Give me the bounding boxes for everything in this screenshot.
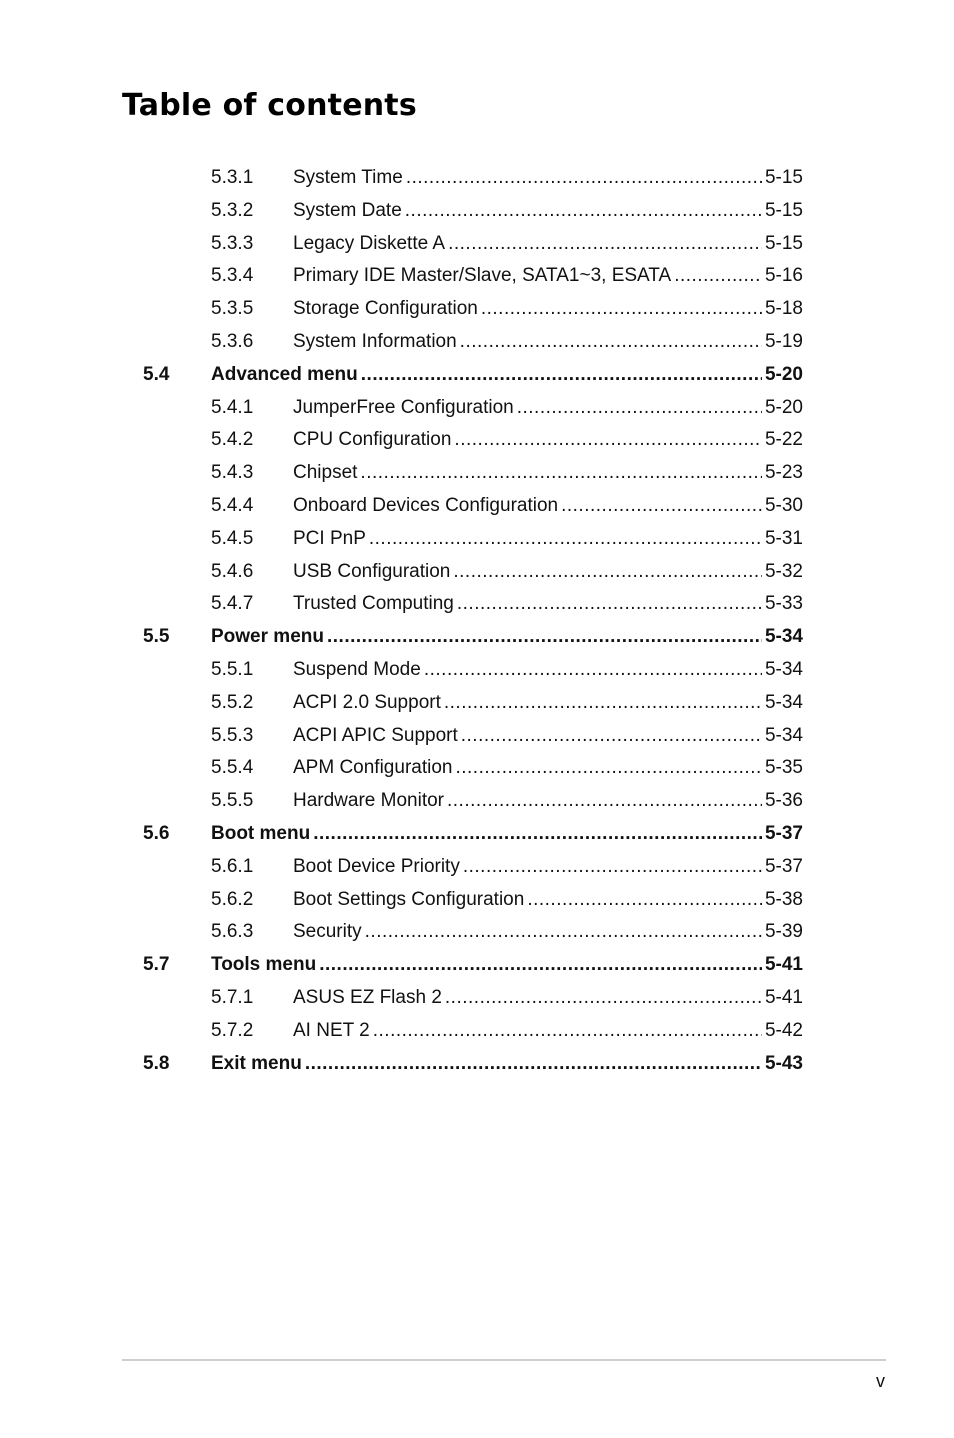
toc-entry-page: 5-41 xyxy=(764,954,803,976)
toc-subsection-entry[interactable] xyxy=(0,457,954,490)
toc-subsection-entry[interactable] xyxy=(0,687,954,720)
toc-subsection-entry[interactable] xyxy=(0,195,954,228)
toc-subsection-entry[interactable] xyxy=(0,326,954,359)
dot-leader xyxy=(313,818,762,851)
footer-divider xyxy=(122,1359,886,1361)
toc-subsection-entry[interactable] xyxy=(0,982,954,1015)
toc-entry-number: 5.6.3 xyxy=(211,921,254,943)
toc-entry-line xyxy=(211,1048,803,1081)
toc-entry-page: 5-42 xyxy=(764,1019,803,1041)
toc-entry-title: Suspend Mode xyxy=(293,658,421,680)
toc-entry-line xyxy=(293,556,803,589)
toc-entry-page: 5-15 xyxy=(764,232,803,254)
toc-entry-title: AI NET 2 xyxy=(293,1019,370,1041)
toc-subsection-entry[interactable] xyxy=(0,523,954,556)
toc-section-entry[interactable] xyxy=(0,949,954,982)
dot-leader xyxy=(424,654,762,687)
toc-entry-line xyxy=(211,621,803,654)
toc-entry-line xyxy=(293,293,803,326)
page-title: Table of contents xyxy=(122,88,417,123)
toc-entry-number: 5.7.2 xyxy=(211,1019,254,1041)
toc-entry-line xyxy=(211,818,803,851)
toc-entry-number: 5.3.1 xyxy=(211,167,254,188)
toc-entry-page: 5-34 xyxy=(764,626,803,648)
toc-entry-line xyxy=(293,457,803,490)
toc-entry-line xyxy=(293,392,803,425)
toc-subsection-entry[interactable] xyxy=(0,1015,954,1048)
toc-entry-number: 5.5.1 xyxy=(211,658,254,680)
toc-entry-title: System Date xyxy=(293,199,402,221)
toc-subsection-entry[interactable] xyxy=(0,162,954,195)
toc-entry-number: 5.8 xyxy=(143,1052,170,1074)
toc-subsection-entry[interactable] xyxy=(0,556,954,589)
toc-entry-page: 5-31 xyxy=(764,527,803,549)
toc-subsection-entry[interactable] xyxy=(0,752,954,785)
dot-leader xyxy=(481,293,762,326)
toc-entry-page: 5-35 xyxy=(764,757,803,779)
toc-entry-number: 5.4.6 xyxy=(211,560,254,582)
toc-subsection-entry[interactable] xyxy=(0,884,954,917)
toc-entry-number: 5.6.1 xyxy=(211,855,254,877)
toc-subsection-entry[interactable] xyxy=(0,916,954,949)
toc-section-entry[interactable] xyxy=(0,359,954,392)
toc-entry-title: Tools menu xyxy=(211,954,317,976)
toc-entry-line xyxy=(293,195,803,228)
toc-entry-number: 5.6 xyxy=(143,822,170,844)
toc-entry-number: 5.4.7 xyxy=(211,593,254,615)
toc-entry-page: 5-36 xyxy=(764,790,803,812)
toc-entry-number: 5.3.3 xyxy=(211,232,254,254)
toc-entry-page: 5-43 xyxy=(764,1052,803,1074)
toc-entry-number: 5.3.4 xyxy=(211,265,254,287)
toc-entry-line xyxy=(293,424,803,457)
toc-entry-line xyxy=(293,851,803,884)
toc-entry-line xyxy=(293,228,803,261)
toc-entry-title: Legacy Diskette A xyxy=(293,232,446,254)
toc-entry-page: 5-16 xyxy=(764,265,803,287)
toc-subsection-entry[interactable] xyxy=(0,424,954,457)
dot-leader xyxy=(561,490,762,523)
toc-entry-title: System Information xyxy=(293,330,457,352)
toc-entry-number: 5.5.3 xyxy=(211,724,254,746)
toc-entry-title: System Time xyxy=(293,167,403,188)
toc-entry-title: APM Configuration xyxy=(293,757,453,779)
toc-entry-title: Onboard Devices Configuration xyxy=(293,494,559,516)
dot-leader xyxy=(454,424,762,457)
dot-leader xyxy=(319,949,762,982)
dot-leader xyxy=(463,851,762,884)
toc-entry-line xyxy=(293,720,803,753)
toc-entry-line xyxy=(211,949,803,982)
toc-entry-line xyxy=(293,523,803,556)
toc-entry-number: 5.4.5 xyxy=(211,527,254,549)
toc-entry-number: 5.5.5 xyxy=(211,790,254,812)
toc-entry-page: 5-34 xyxy=(764,658,803,680)
toc-entry-number: 5.5.4 xyxy=(211,757,254,779)
toc-entry-page: 5-30 xyxy=(764,494,803,516)
toc-entry-number: 5.4.2 xyxy=(211,429,254,451)
toc-entry-page: 5-39 xyxy=(764,921,803,943)
toc-entry-line xyxy=(293,687,803,720)
dot-leader xyxy=(455,752,762,785)
toc-entry-title: Boot menu xyxy=(211,822,311,844)
toc-entry-page: 5-20 xyxy=(764,396,803,418)
toc-entry-title: Chipset xyxy=(293,462,358,484)
toc-entry-line xyxy=(293,982,803,1015)
toc-entry-line xyxy=(211,359,803,392)
toc-subsection-entry[interactable] xyxy=(0,260,954,293)
dot-leader xyxy=(360,457,762,490)
toc-entry-title: Boot Settings Configuration xyxy=(293,888,525,910)
dot-leader xyxy=(517,392,762,425)
dot-leader xyxy=(405,195,762,228)
toc-entry-page: 5-37 xyxy=(764,855,803,877)
dot-leader xyxy=(527,884,762,917)
dot-leader xyxy=(447,785,762,818)
toc-entry-line xyxy=(293,490,803,523)
dot-leader xyxy=(444,687,762,720)
dot-leader xyxy=(674,260,762,293)
toc-subsection-entry[interactable] xyxy=(0,228,954,261)
dot-leader xyxy=(445,982,762,1015)
toc-section-entry[interactable] xyxy=(0,1048,954,1081)
toc-entry-page: 5-15 xyxy=(764,167,803,188)
toc-subsection-entry[interactable] xyxy=(0,785,954,818)
toc-section-entry[interactable] xyxy=(0,818,954,851)
toc-entry-number: 5.3.5 xyxy=(211,298,254,320)
toc-entry-title: JumperFree Configuration xyxy=(293,396,514,418)
toc-entry-page: 5-41 xyxy=(764,986,803,1008)
toc-entry-number: 5.4 xyxy=(143,363,170,385)
toc-subsection-entry[interactable] xyxy=(0,851,954,884)
toc-entry-number: 5.5.2 xyxy=(211,691,254,713)
toc-entry-line xyxy=(293,752,803,785)
toc-entry-number: 5.4.3 xyxy=(211,462,254,484)
toc-entry-line xyxy=(293,654,803,687)
toc-entry-line xyxy=(293,916,803,949)
toc-entry-number: 5.5 xyxy=(143,626,170,648)
toc-subsection-entry[interactable] xyxy=(0,490,954,523)
dot-leader xyxy=(457,588,762,621)
dot-leader xyxy=(461,720,762,753)
toc-entry-line xyxy=(293,260,803,293)
toc-entry-number: 5.7.1 xyxy=(211,986,254,1008)
toc-entry-line xyxy=(293,785,803,818)
toc-entry-title: ASUS EZ Flash 2 xyxy=(293,986,442,1008)
toc-entry-page: 5-37 xyxy=(764,822,803,844)
toc-entry-line xyxy=(293,884,803,917)
toc-entry-number: 5.4.1 xyxy=(211,396,254,418)
toc-entry-title: Exit menu xyxy=(211,1052,302,1074)
dot-leader xyxy=(406,162,762,195)
toc-entry-line xyxy=(293,326,803,359)
toc-subsection-entry[interactable] xyxy=(0,654,954,687)
toc-entry-page: 5-15 xyxy=(764,199,803,221)
dot-leader xyxy=(448,228,762,261)
dot-leader xyxy=(327,621,762,654)
toc-entry-number: 5.6.2 xyxy=(211,888,254,910)
toc-subsection-entry[interactable] xyxy=(0,392,954,425)
toc-entry-line xyxy=(293,588,803,621)
toc-entry-page: 5-23 xyxy=(764,462,803,484)
toc-section-entry[interactable] xyxy=(0,621,954,654)
toc-entry-title: ACPI 2.0 Support xyxy=(293,691,441,713)
toc-entry-page: 5-22 xyxy=(764,429,803,451)
dot-leader xyxy=(305,1048,762,1081)
toc-entry-title: Advanced menu xyxy=(211,363,358,385)
toc-entry-number: 5.3.2 xyxy=(211,199,254,221)
toc-entry-title: USB Configuration xyxy=(293,560,451,582)
toc-entry-title: Power menu xyxy=(211,626,324,648)
toc-entry-page: 5-18 xyxy=(764,298,803,320)
dot-leader xyxy=(369,523,762,556)
footer-page-number: v xyxy=(876,1371,885,1391)
toc-entry-number: 5.4.4 xyxy=(211,494,254,516)
toc-entry-title: Storage Configuration xyxy=(293,298,478,320)
toc-entry-title: Hardware Monitor xyxy=(293,790,444,812)
toc-entry-title: CPU Configuration xyxy=(293,429,452,451)
dot-leader xyxy=(365,916,762,949)
toc-entry-page: 5-38 xyxy=(764,888,803,910)
toc-entry-number: 5.3.6 xyxy=(211,330,254,352)
toc-entry-title: Boot Device Priority xyxy=(293,855,460,877)
toc-entry-page: 5-20 xyxy=(764,363,803,385)
toc-subsection-entry[interactable] xyxy=(0,588,954,621)
toc-subsection-entry[interactable] xyxy=(0,720,954,753)
toc-entry-line xyxy=(293,1015,803,1048)
toc-entry-line xyxy=(293,162,803,195)
toc-entry-title: Primary IDE Master/Slave, SATA1~3, ESATA xyxy=(293,265,672,287)
toc-entry-title: Trusted Computing xyxy=(293,593,454,615)
toc-entry-page: 5-33 xyxy=(764,593,803,615)
toc-entry-title: ACPI APIC Support xyxy=(293,724,458,746)
toc-entry-title: Security xyxy=(293,921,362,943)
dot-leader xyxy=(373,1015,762,1048)
toc-list xyxy=(0,162,954,1080)
dot-leader xyxy=(361,359,762,392)
toc-subsection-entry[interactable] xyxy=(0,293,954,326)
dot-leader xyxy=(453,556,762,589)
toc-entry-title: PCI PnP xyxy=(293,527,366,549)
toc-entry-page: 5-19 xyxy=(764,330,803,352)
toc-entry-page: 5-34 xyxy=(764,724,803,746)
toc-entry-page: 5-34 xyxy=(764,691,803,713)
toc-entry-number: 5.7 xyxy=(143,954,170,976)
dot-leader xyxy=(460,326,762,359)
toc-entry-page: 5-32 xyxy=(764,560,803,582)
